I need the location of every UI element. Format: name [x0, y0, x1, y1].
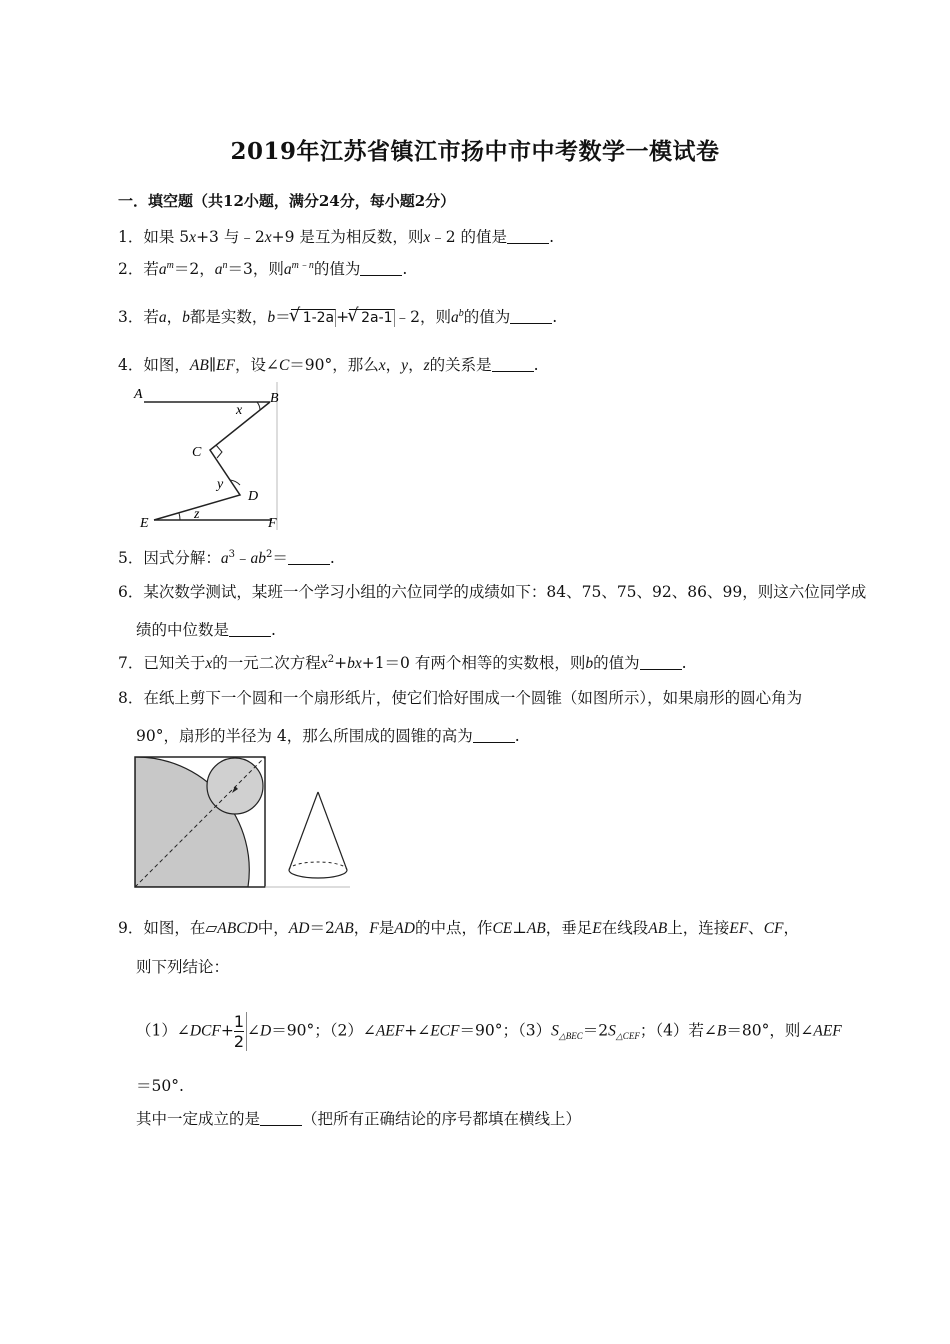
- question-6: 6．某次数学测试，某班一个学习小组的六位同学的成绩如下：84、75、75、92、86、99，则这六位同学成: [118, 583, 867, 601]
- question-2: 2．若$a^m=2$，$a^n=3$，则$a^{m﹣n}$的值为 .: [118, 260, 408, 278]
- question-9: 9．如图，在▱ABCD中，AD＝2AB，F是AD的中点，作CE⊥AB，垂足E在线段AB上，连接EF、CF，: [118, 919, 800, 937]
- answer-blank[interactable]: [640, 654, 682, 670]
- answer-blank[interactable]: [510, 308, 552, 324]
- answer-blank[interactable]: [492, 356, 534, 372]
- sqrt-expression: √ 1-2a: [291, 309, 336, 327]
- question-4: 4．如图，AB∥EF，设∠C＝90°，那么x，y，z的关系是 .: [118, 356, 539, 374]
- answer-blank[interactable]: [288, 549, 330, 565]
- answer-blank[interactable]: [473, 727, 515, 743]
- svg-text:y: y: [217, 477, 224, 492]
- question-8-cont: 90°，扇形的半径为 4，那么所围成的圆锥的高为 .: [136, 727, 520, 745]
- question-9-conclusions: （1）∠DCF+ $\frac{1}{2}$ ∠D＝90°；（2）∠AEF+∠ECF＝90°；$(3)S_{\triangle BEC}=2S_{\triangle CEF}$；（4）若∠B＝80°，则∠AEF: [136, 1012, 842, 1051]
- svg-text:A: A: [134, 387, 143, 402]
- question-5: 5．因式分解：$a^3﹣ab^2=$ .: [118, 549, 335, 567]
- question-3: 3．若a，b都是实数，b＝√ 1-2a +√ 2a-1 ﹣2，则$a^b$的值为 .: [118, 307, 557, 328]
- question-7: 7．已知关于x的一元二次方程$x^2+bx+1=0$ 有两个相等的实数根，则b的值为 .: [118, 654, 687, 672]
- question-1: 1．如果 5x+3 与﹣2x+9 是互为相反数，则x﹣2 的值是 .: [118, 228, 554, 246]
- cone-net-figure: [134, 756, 352, 890]
- question-9-cont: 则下列结论：: [136, 958, 230, 976]
- fraction-one-half: $\frac{1}{2}$: [234, 1012, 247, 1051]
- section-heading: 一．填空题（共12小题，满分24分，每小题2分）: [118, 192, 456, 210]
- parallel-lines-figure: [132, 382, 284, 532]
- svg-text:D: D: [248, 489, 259, 504]
- svg-text:x: x: [236, 403, 243, 418]
- answer-blank[interactable]: [507, 228, 549, 244]
- question-6-cont: 绩的中位数是 .: [136, 621, 276, 639]
- sqrt-expression: √ 2a-1: [349, 309, 394, 327]
- svg-text:E: E: [140, 516, 149, 531]
- answer-blank[interactable]: [360, 260, 402, 276]
- svg-text:C: C: [192, 445, 202, 460]
- svg-text:z: z: [194, 507, 200, 522]
- svg-text:F: F: [268, 516, 277, 531]
- svg-text:B: B: [270, 391, 279, 406]
- question-8: 8．在纸上剪下一个圆和一个扇形纸片，使它们恰好围成一个圆锥（如图所示），如果扇形的圆心角为: [118, 689, 803, 707]
- answer-blank[interactable]: [260, 1110, 302, 1126]
- question-9-cont2: ＝50°.: [136, 1077, 184, 1095]
- answer-blank[interactable]: [229, 621, 271, 637]
- question-9-prompt: 其中一定成立的是 （把所有正确结论的序号都填在横线上）: [136, 1110, 582, 1128]
- page-title: 2019年江苏省镇江市扬中市中考数学一模试卷: [230, 138, 720, 165]
